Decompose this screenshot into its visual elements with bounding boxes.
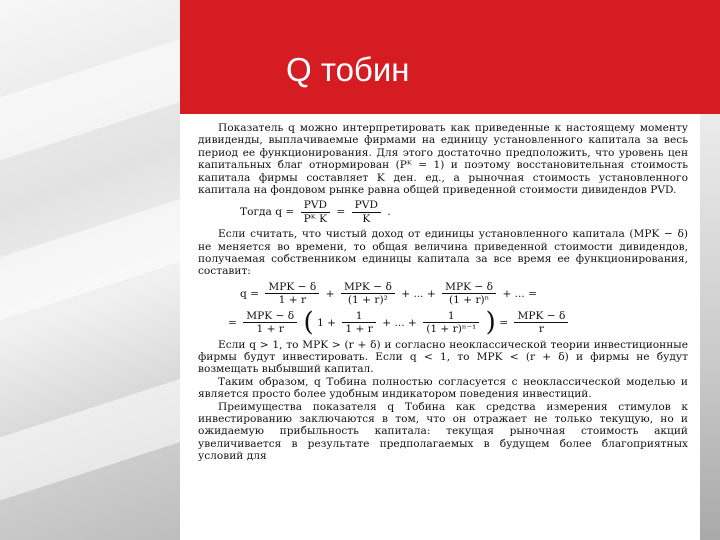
fraction-numerator: MPK − δ	[442, 281, 496, 294]
fraction	[352, 199, 381, 225]
ellipsis: + ... +	[401, 287, 436, 300]
equation-label: Тогда	[240, 206, 272, 219]
fraction	[301, 199, 330, 225]
background-right-decor	[700, 110, 720, 540]
fraction-numerator: MPK − δ	[265, 281, 319, 294]
paragraph-intro: Показатель q можно интерпретировать как приведенные к настоящему моменту дивиденды, выплачиваемые фирмами на единицу установленного капитала за весь период ее функционирования. Для этого достаточно предположить, что уровень цен капитальных благ отнормирован (Pᴷ = 1) и поэтому восстановительная стоимость капитала фирмы составляет K ден. ед., а рыночная стоимость установленного капитала на фондовом рынке равна общей приведенной стоимости дивидендов PVD.	[198, 122, 688, 197]
fraction	[514, 310, 568, 336]
fraction	[423, 310, 479, 336]
fraction-numerator: PVD	[301, 199, 330, 212]
equation-q-definition	[240, 199, 688, 225]
ellipsis: + ... =	[502, 287, 538, 300]
plus-sign: +	[325, 287, 335, 300]
scanned-page	[180, 114, 700, 540]
fraction-denominator: (1 + r)ⁿ⁻¹	[426, 323, 477, 336]
fraction-numerator: MPK − δ	[341, 281, 395, 294]
fraction-numerator: PVD	[352, 199, 381, 212]
fraction-denominator: 1 + r	[278, 294, 307, 307]
scanned-text-block	[198, 122, 688, 536]
equation-lhs: q =	[240, 287, 260, 300]
paren-close: )	[485, 307, 496, 338]
fraction-numerator: 1	[342, 310, 375, 323]
equals-sign: =	[499, 316, 509, 329]
period: .	[387, 206, 391, 219]
paragraph-income: Если считать, что чистый доход от единицы установленного капитала (MPK − δ) не меняется во времени, то общая величина приведенной стоимости дивидендов, получаемая собственником единицы капитала за все время ее функционирования, составит:	[198, 228, 688, 278]
fraction-numerator: MPK − δ	[514, 310, 568, 323]
fraction-numerator: 1	[423, 310, 479, 323]
fraction-denominator: (1 + r)²	[347, 294, 388, 307]
fraction-denominator: Pᴷ K	[303, 212, 328, 225]
fraction-denominator: (1 + r)ⁿ	[448, 294, 490, 307]
fraction-denominator: 1 + r	[256, 323, 284, 336]
title-band	[180, 0, 720, 114]
fraction-denominator: K	[362, 212, 371, 225]
paragraph-conclusion: Таким образом, q Тобина полностью согласуется с неоклассической моделью и является просто более удобным индикатором поведения инвестиций.	[198, 375, 688, 401]
paragraph-condition: Если q > 1, то MPK > (r + δ) и согласно неоклассической теории инвестиционные фирмы будут инвестировать. Если q < 1, то MPK < (r + δ) и фирмы не будут возмещать выбывший капитал.	[198, 338, 688, 376]
paren-open: (	[303, 307, 314, 338]
equation-series-sum	[228, 307, 688, 338]
fraction	[341, 281, 395, 307]
equation-series	[240, 281, 688, 307]
fraction	[442, 281, 496, 307]
background-left-decor	[0, 0, 180, 540]
equals-sign: =	[228, 316, 237, 329]
term: 1 +	[317, 316, 337, 329]
paragraph-advantages: Преимущества показателя q Тобина как средства измерения стимулов к инвестированию заключаются в том, что он отражает не только текущую, но и ожидаемую прибыльность капитала: текущая рыночная стоимость акций увеличивается в результате предполагаемых в будущем более благоприятных условий для	[198, 400, 688, 463]
equals-sign: =	[336, 206, 346, 219]
fraction	[243, 310, 297, 336]
fraction-numerator: MPK − δ	[243, 310, 297, 323]
equation-lhs: q =	[275, 206, 295, 219]
fraction	[342, 310, 375, 336]
slide-title: Q тобин	[286, 51, 410, 88]
fraction-denominator: r	[538, 323, 544, 336]
ellipsis: + ... +	[382, 316, 417, 329]
fraction-denominator: 1 + r	[345, 323, 373, 336]
fraction	[265, 281, 319, 307]
